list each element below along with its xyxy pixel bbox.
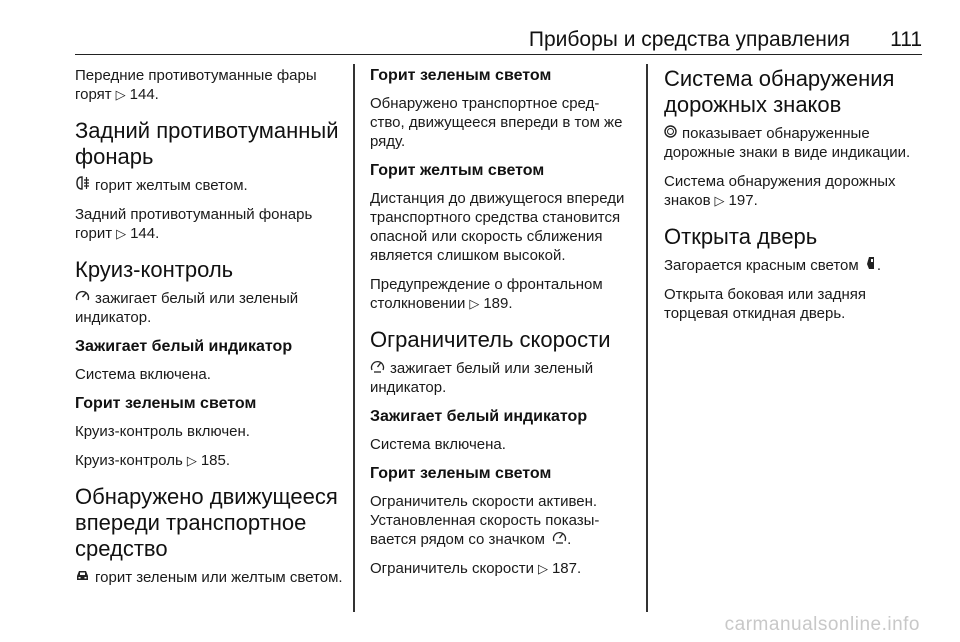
page-number: 111 [890,28,922,51]
door-open-icon [866,256,877,275]
speed-limiter-icon [370,359,385,378]
paragraph: горит желтым светом. [75,176,343,195]
column-divider [646,64,648,612]
subsection-heading: Горит зеленым светом [370,67,552,84]
vehicle-ahead-icon [75,568,90,587]
section-heading: Открыта дверь [664,224,818,249]
paragraph: Загорается красным светом . [664,257,882,274]
paragraph: Предупреждение о фронтальном столкновении ▷ 189. [370,276,603,312]
column-middle [370,66,632,588]
ref-arrow-icon: ▷ [537,561,548,576]
section-heading: Задний противотуманный фонарь [75,118,339,169]
section-heading: Ограничитель скорости [370,327,611,352]
paragraph: Система включена. [370,436,506,453]
column-right [664,66,926,333]
ref-arrow-icon: ▷ [469,296,480,311]
paragraph: показывает обнаруженные дорожные знаки в виде индикации. [664,125,911,161]
paragraph: зажигает белый или зеленый индикатор. [75,290,299,326]
paragraph: Дистанция до движущегося впереди транспортного средства становится опасной или скорость сближения является слишком высокой. [370,190,625,264]
column-divider [353,64,355,612]
section-heading: Система обнаружения дорожных знаков [664,66,895,117]
ref-arrow-icon: ▷ [116,226,127,241]
cruise-control-icon [75,289,90,308]
paragraph: Круиз-контроль ▷ 185. [75,452,231,469]
section-heading: Обнаружено движущееся впереди транспортное средство [75,484,338,561]
section-heading: Круиз-контроль [75,257,234,282]
ref-arrow-icon: ▷ [186,453,197,468]
paragraph: Задний противотуманный фонарь горит ▷ 144. [75,206,313,242]
subsection-heading: Зажигает белый индикатор [370,408,588,425]
page-header [75,26,922,55]
subsection-heading: Горит желтым светом [370,162,545,179]
paragraph: Передние противотуманные фары горят ▷ 144. [75,67,317,103]
paragraph: Открыта боковая или задняя торцевая откидная дверь. [664,286,867,322]
subsection-heading: Горит зеленым светом [370,465,552,482]
paragraph: Система включена. [75,366,211,383]
paragraph: Круиз-контроль включен. [75,423,250,440]
column-left [75,66,343,597]
subsection-heading: Зажигает белый индикатор [75,338,293,355]
paragraph: Ограничитель скорости активен. Установленная скорость показы-вается рядом со значком . [370,493,600,548]
paragraph: Система обнаружения дорожных знаков ▷ 197. [664,173,896,209]
paragraph: Обнаружено транспортное сред-ство, движущееся впереди в том же ряду. [370,95,623,150]
paragraph: Ограничитель скорости ▷ 187. [370,560,582,577]
subsection-heading: Горит зеленым светом [75,395,257,412]
header-title: Приборы и средства управления [528,28,850,51]
speed-limiter-icon [552,530,567,549]
traffic-sign-icon [664,124,677,143]
paragraph: зажигает белый или зеленый индикатор. [370,360,594,396]
ref-arrow-icon: ▷ [115,87,126,102]
paragraph: горит зеленым или желтым светом. [75,568,343,587]
watermark: carmanualsonline.info [724,614,920,635]
ref-arrow-icon: ▷ [714,193,725,208]
rear-fog-lamp-icon [75,176,90,195]
